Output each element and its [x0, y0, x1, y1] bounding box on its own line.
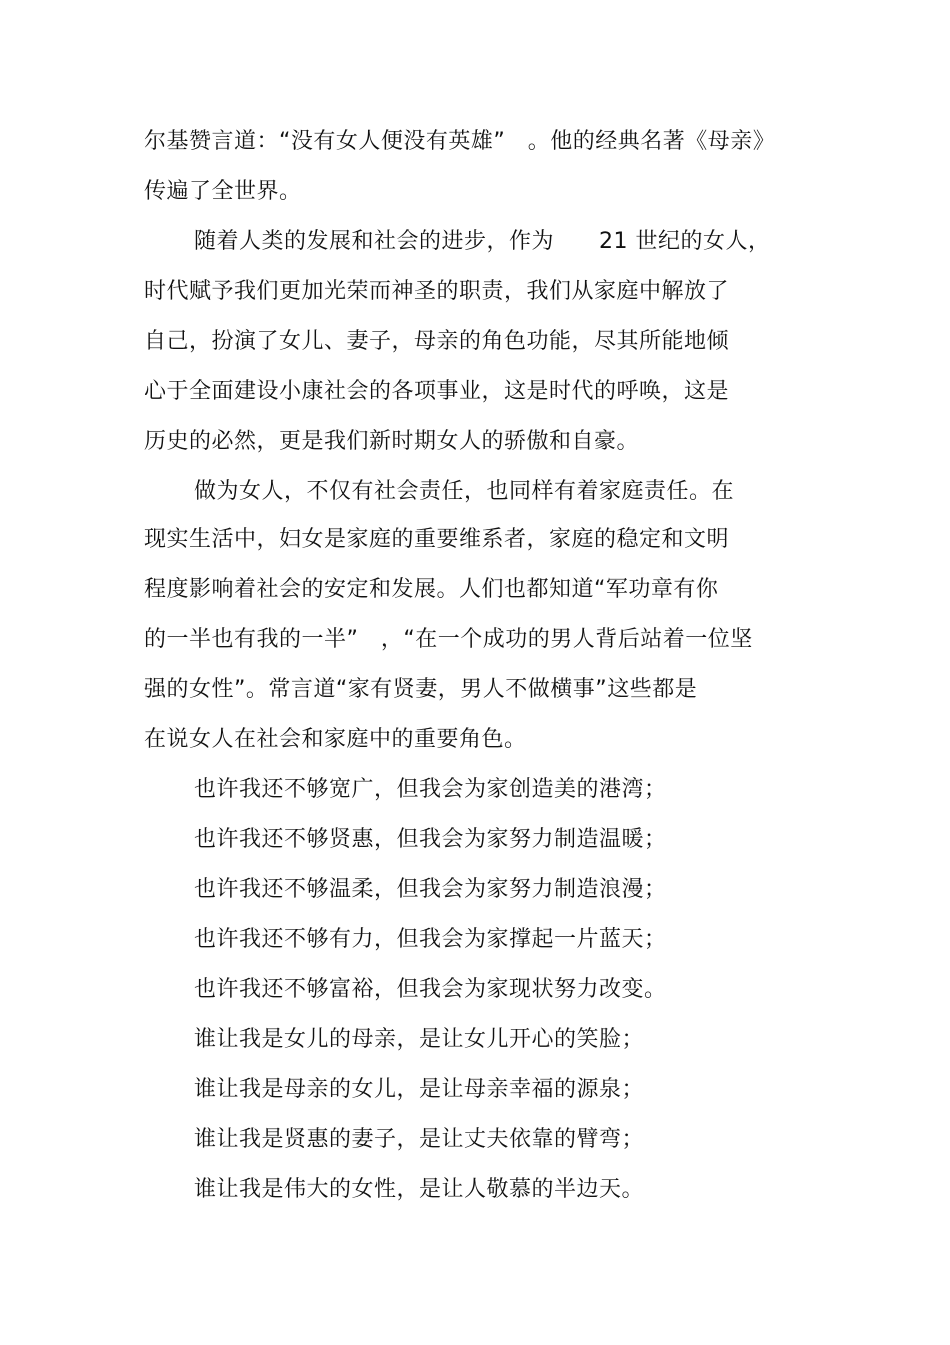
text-line: 心于全面建设小康社会的各项事业，这是时代的呼唤，这是: [144, 379, 730, 404]
text-line: 强的女性”。常言道“家有贤妻，男人不做横事”这些都是: [144, 677, 698, 702]
verse-line: 谁让我是女儿的母亲，是让女儿开心的笑脸；: [194, 1027, 645, 1052]
paragraph-start-line: 做为女人，不仅有社会责任，也同样有着家庭责任。在: [194, 479, 735, 504]
verse-line: 也许我还不够富裕，但我会为家现状努力改变。: [194, 977, 667, 1002]
text-line: 尔基赞言道：“没有女人便没有英雄” 。他的经典名著《母亲》: [144, 129, 776, 154]
verse-line: 谁让我是母亲的女儿，是让母亲幸福的源泉；: [194, 1077, 645, 1102]
verse-line: 谁让我是伟大的女性，是让人敬慕的半边天。: [194, 1177, 645, 1202]
verse-line: 也许我还不够温柔，但我会为家努力制造浪漫；: [194, 877, 667, 902]
text-line: 程度影响着社会的安定和发展。人们也都知道“军功章有你: [144, 577, 719, 602]
text-line: 的一半也有我的一半” ，“在一个成功的男人背后站着一位坚: [144, 627, 753, 652]
text-line: 传遍了全世界。: [144, 179, 302, 204]
text-line: 在说女人在社会和家庭中的重要角色。: [144, 727, 527, 752]
text-line: 现实生活中，妇女是家庭的重要维系者，家庭的稳定和文明: [144, 527, 730, 552]
verse-line: 谁让我是贤惠的妻子，是让丈夫依靠的臂弯；: [194, 1127, 645, 1152]
verse-line: 也许我还不够宽广，但我会为家创造美的港湾；: [194, 777, 667, 802]
verse-line: 也许我还不够有力，但我会为家撑起一片蓝天；: [194, 927, 667, 952]
text-line: 历史的必然，更是我们新时期女人的骄傲和自豪。: [144, 429, 640, 454]
verse-line: 也许我还不够贤惠，但我会为家努力制造温暖；: [194, 827, 667, 852]
paragraph-start-line: 随着人类的发展和社会的进步，作为 21 世纪的女人，: [194, 229, 771, 254]
text-line: 自己，扮演了女儿、妻子，母亲的角色功能，尽其所能地倾: [144, 329, 730, 354]
text-line: 时代赋予我们更加光荣而神圣的职责，我们从家庭中解放了: [144, 279, 730, 304]
